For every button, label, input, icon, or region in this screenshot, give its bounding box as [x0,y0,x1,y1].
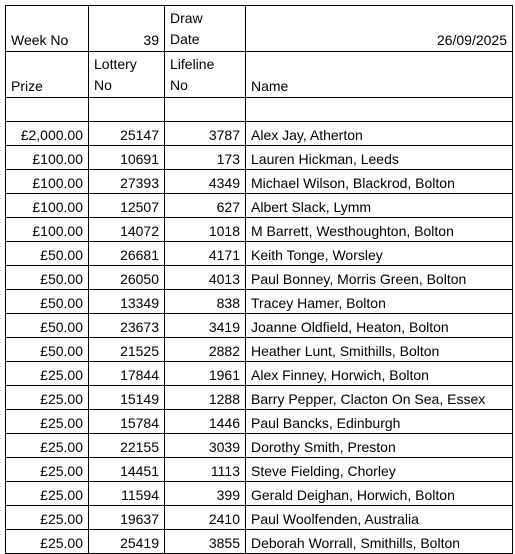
lifeline-number-cell: 1113 [165,458,246,482]
prize-cell: £50.00 [6,242,89,266]
blank-cell [165,98,246,122]
table-row [6,146,513,170]
prize-cell: £50.00 [6,338,89,362]
draw-date-label [165,6,246,52]
table-row [6,386,513,410]
column-header-lottery-line1: Lottery [94,56,137,72]
winner-name-cell: Dorothy Smith, Preston [246,434,513,458]
winner-name-cell: Keith Tonge, Worsley [246,242,513,266]
lifeline-number-cell: 4171 [165,242,246,266]
column-header-name: Name [246,52,513,98]
column-header-lifeline [165,52,246,98]
lottery-number-cell: 21525 [89,338,165,362]
table-row [6,194,513,218]
prize-cell: £25.00 [6,458,89,482]
winner-name-cell: Paul Woolfenden, Australia [246,506,513,530]
prize-cell: £25.00 [6,506,89,530]
prize-cell: £50.00 [6,314,89,338]
winner-name-cell: Deborah Worrall, Smithills, Bolton [246,530,513,554]
prize-cell: £50.00 [6,290,89,314]
lottery-number-cell: 25147 [89,122,165,146]
table-row [6,362,513,386]
column-header-lottery [89,52,165,98]
winner-name-cell: Michael Wilson, Blackrod, Bolton [246,170,513,194]
lottery-number-cell: 22155 [89,434,165,458]
lifeline-number-cell: 1961 [165,362,246,386]
prize-cell: £25.00 [6,530,89,554]
winner-name-cell: Lauren Hickman, Leeds [246,146,513,170]
lifeline-number-cell: 2882 [165,338,246,362]
lifeline-number-cell: 3787 [165,122,246,146]
table-row [6,122,513,146]
winner-name-cell: Alex Finney, Horwich, Bolton [246,362,513,386]
prize-cell: £2,000.00 [6,122,89,146]
winner-name-cell: Barry Pepper, Clacton On Sea, Essex [246,386,513,410]
lottery-number-cell: 14451 [89,458,165,482]
header-row-week [6,6,513,52]
table-row [6,314,513,338]
column-header-lifeline-line2: No [170,77,188,93]
lifeline-number-cell: 1018 [165,218,246,242]
lottery-number-cell: 15784 [89,410,165,434]
table-row [6,266,513,290]
lifeline-number-cell: 838 [165,290,246,314]
lottery-number-cell: 15149 [89,386,165,410]
draw-date-value: 26/09/2025 [246,6,513,52]
prize-cell: £100.00 [6,218,89,242]
draw-date-label-line2: Date [170,31,200,47]
column-header-lifeline-line1: Lifeline [170,56,215,72]
winner-name-cell: Tracey Hamer, Bolton [246,290,513,314]
table-row [6,458,513,482]
prize-cell: £25.00 [6,410,89,434]
table-row [6,530,513,554]
lottery-number-cell: 17844 [89,362,165,386]
lottery-number-cell: 27393 [89,170,165,194]
table-row [6,506,513,530]
lifeline-number-cell: 399 [165,482,246,506]
blank-cell [6,98,89,122]
blank-cell [246,98,513,122]
winner-name-cell: M Barrett, Westhoughton, Bolton [246,218,513,242]
prize-cell: £100.00 [6,194,89,218]
prize-cell: £25.00 [6,482,89,506]
lifeline-number-cell: 627 [165,194,246,218]
winner-name-cell: Joanne Oldfield, Heaton, Bolton [246,314,513,338]
table-row [6,170,513,194]
header-row-columns [6,52,513,98]
lottery-number-cell: 14072 [89,218,165,242]
table-row [6,482,513,506]
prize-cell: £25.00 [6,362,89,386]
blank-row [6,98,513,122]
lifeline-number-cell: 1288 [165,386,246,410]
week-label: Week No [6,6,89,52]
lifeline-number-cell: 1446 [165,410,246,434]
table-row [6,338,513,362]
winner-name-cell: Gerald Deighan, Horwich, Bolton [246,482,513,506]
lifeline-number-cell: 3419 [165,314,246,338]
lifeline-number-cell: 4013 [165,266,246,290]
table-row [6,242,513,266]
prize-cell: £100.00 [6,146,89,170]
blank-cell [89,98,165,122]
lottery-number-cell: 26050 [89,266,165,290]
prize-cell: £100.00 [6,170,89,194]
week-value: 39 [89,6,165,52]
lottery-number-cell: 11594 [89,482,165,506]
winner-name-cell: Albert Slack, Lymm [246,194,513,218]
lifeline-number-cell: 4349 [165,170,246,194]
lifeline-number-cell: 2410 [165,506,246,530]
prize-cell: £50.00 [6,266,89,290]
lottery-number-cell: 23673 [89,314,165,338]
prize-cell: £25.00 [6,386,89,410]
lottery-number-cell: 26681 [89,242,165,266]
lifeline-number-cell: 173 [165,146,246,170]
lifeline-number-cell: 3855 [165,530,246,554]
lottery-number-cell: 10691 [89,146,165,170]
lottery-number-cell: 13349 [89,290,165,314]
table-row [6,410,513,434]
winner-name-cell: Heather Lunt, Smithills, Bolton [246,338,513,362]
winner-name-cell: Steve Fielding, Chorley [246,458,513,482]
lottery-number-cell: 12507 [89,194,165,218]
lottery-number-cell: 19637 [89,506,165,530]
prize-cell: £25.00 [6,434,89,458]
lottery-number-cell: 25419 [89,530,165,554]
results-table [5,5,513,554]
winner-name-cell: Paul Bonney, Morris Green, Bolton [246,266,513,290]
column-header-lottery-line2: No [94,77,112,93]
table-row [6,218,513,242]
winner-name-cell: Paul Bancks, Edinburgh [246,410,513,434]
lifeline-number-cell: 3039 [165,434,246,458]
table-row [6,434,513,458]
column-header-prize: Prize [6,52,89,98]
draw-date-label-line1: Draw [170,10,203,26]
winner-name-cell: Alex Jay, Atherton [246,122,513,146]
table-row [6,290,513,314]
